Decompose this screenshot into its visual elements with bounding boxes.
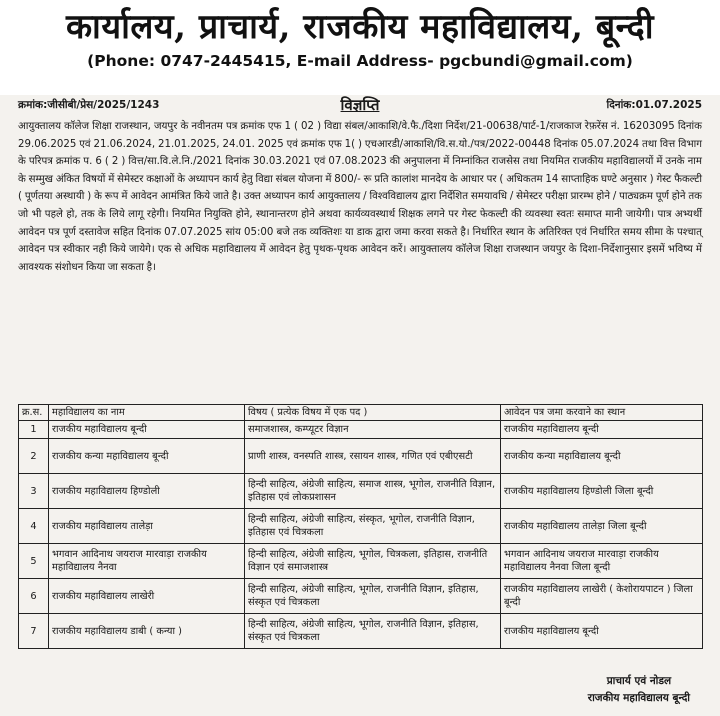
table-row — [19, 509, 703, 544]
cell-subjects: हिन्दी साहित्य, अंग्रेजी साहित्य, भूगोल, चित्रकला, इतिहास, राजनीति विज्ञान एवं समाजशास्त्र — [245, 544, 501, 579]
notice-body: आयुक्तालय कॉलेज शिक्षा राजस्थान, जयपुर के नवीनतम पत्र क्रमांक एफ 1 ( 02 ) विद्या संबल/आकाशि/वे.फै./दिशा निर्देश/21-00638/पार्ट-1/राजकाज रेफ़रेंस नं. 16203095 दिनांक 29.06.2025 एवं 21.06.2024, 21.01.2025, 24.01. 2025 एवं क्रमांक एफ 1( ) एचआरडी/आकाशि/वि.स.यो./पत्र/2022-00448 दिनांक 05.07.2024 तथा वित्त विभाग के परिपत्र क्रमांक प. 6 ( 2 ) वित्त/सा.वि.ले.नि./2021 दिनांक 30.03.2021 एवं 07.08.2023 की अनुपालना में निम्नांकित राजसेस तथा नियमित राजकीय महाविद्यालयों में उनके नाम के सम्मुख अंकित विषयों में सेमेस्टर कक्षाओं के अध्यापन कार्य हेतु विद्या संबल योजना में 800/- रू प्रति कालांश मानदेय के आधार पर ( अधिकतम 14 साप्ताहिक घण्टे अनुसार ) गेस्ट फैकल्टी ( पूर्णतया अस्थायी ) के रूप में आवेदन आमंत्रित किये जाते है। उक्त अध्यापन कार्य आयुक्तालय / विश्वविद्यालय द्वारा निर्देशित समयावधि / सेमेस्टर परीक्षा प्रारम्भ होने / पाठ्यक्रम पूर्ण होने तक जो भी पहले हो, तक के लिये लागू रहेगी। नियमित नियुक्ति होने, स्थानान्तरण होने अथवा कार्यव्यवस्थार्थ शिक्षक लगने पर गेस्ट फेकल्टी की व्यवस्था स्वतः समाप्त मानी जायेगी। पात्र अभ्यर्थी आवेदन पत्र पूर्ण दस्तावेज सहित दिनांक 07.07.2025 सांय 05:00 बजे तक व्यक्तिशः या डाक द्वारा जमा करवा सकते है। निर्धारित स्थान के अतिरिक्त एवं निर्धारित समय सीमा के पश्चात् आवेदन पत्र स्वीकार नही किये जायेगे। एक से अधिक महाविद्यालय में आवेदन हेतु पृथक-पृथक आवेदन करें। आयुक्तालय कॉलेज शिक्षा राजस्थान जयपुर के दिशा-निर्देशानुसार इसमें भविष्य में आवश्यक संशोधन किया जा सकता है। — [18, 121, 702, 273]
notice-date: दिनांक:01.07.2025 — [606, 99, 702, 111]
cell-place: राजकीय महाविद्यालय तालेड़ा जिला बून्दी — [501, 509, 703, 544]
cell-serial: 6 — [19, 579, 49, 614]
cell-subjects: समाजशास्त्र, कम्प्यूटर विज्ञान — [245, 421, 501, 439]
cell-place: राजकीय महाविद्यालय लाखेरी ( केशोरायपाटन ) जिला बून्दी — [501, 579, 703, 614]
cell-serial: 7 — [19, 614, 49, 649]
cell-college: राजकीय कन्या महाविद्यालय बून्दी — [49, 439, 245, 474]
contact-line: (Phone: 0747-2445415, E-mail Address- pgcbundi@gmail.com) — [87, 52, 633, 70]
cell-place: राजकीय कन्या महाविद्यालय बून्दी — [501, 439, 703, 474]
cell-place: भगवान आदिनाथ जयराज मारवाड़ा राजकीय महाविद्यालय नैनवा जिला बून्दी — [501, 544, 703, 579]
cell-college: राजकीय महाविद्यालय हिण्डोली — [49, 474, 245, 509]
table-row — [19, 439, 703, 474]
header-college: महाविद्यालय का नाम — [49, 405, 245, 421]
cell-place: राजकीय महाविद्यालय बून्दी — [501, 421, 703, 439]
cell-subjects: हिन्दी साहित्य, अंग्रेजी साहित्य, भूगोल, राजनीति विज्ञान, इतिहास, संस्कृत एवं चित्रकला — [245, 579, 501, 614]
cell-college: राजकीय महाविद्यालय डाबी ( कन्या ) — [49, 614, 245, 649]
table-row — [19, 579, 703, 614]
header-subjects: विषय ( प्रत्येक विषय में एक पद ) — [245, 405, 501, 421]
signature-designation: प्राचार्य एवं नोडल — [606, 675, 672, 687]
table-header-row — [19, 405, 703, 421]
cell-serial: 3 — [19, 474, 49, 509]
notice-meta — [18, 96, 702, 116]
cell-subjects: हिन्दी साहित्य, अंग्रेजी साहित्य, संस्कृत, भूगोल, राजनीति विज्ञान, इतिहास एवं चित्रकला — [245, 509, 501, 544]
cell-place: राजकीय महाविद्यालय बून्दी — [501, 614, 703, 649]
cell-serial: 2 — [19, 439, 49, 474]
cell-college: भगवान आदिनाथ जयराज मारवाड़ा राजकीय महाविद्यालय नैनवा — [49, 544, 245, 579]
signature-block — [588, 673, 690, 707]
cell-subjects: प्राणी शास्त्र, वनस्पति शास्त्र, रसायन शास्त्र, गणित एवं एबीएसटी — [245, 439, 501, 474]
notice-heading: विज्ञप्ति — [340, 96, 380, 114]
cell-subjects: हिन्दी साहित्य, अंग्रेजी साहित्य, समाज शास्त्र, भूगोल, राजनीति विज्ञान, इतिहास एवं लोकप्रशासन — [245, 474, 501, 509]
cell-serial: 1 — [19, 421, 49, 439]
cell-place: राजकीय महाविद्यालय हिण्डोली जिला बून्दी — [501, 474, 703, 509]
office-title: कार्यालय, प्राचार्य, राजकीय महाविद्यालय, बून्दी — [65, 7, 655, 47]
table-row — [19, 474, 703, 509]
signature-office: राजकीय महाविद्यालय बून्दी — [587, 692, 690, 704]
cell-serial: 5 — [19, 544, 49, 579]
cell-subjects: हिन्दी साहित्य, अंग्रेजी साहित्य, भूगोल, राजनीति विज्ञान, इतिहास, संस्कृत एवं चित्रकला — [245, 614, 501, 649]
table-row — [19, 614, 703, 649]
table-row — [19, 421, 703, 439]
reference-number: क्रमांक:जीसीबी/प्रेस/2025/1243 — [18, 99, 160, 111]
header-serial: क्र.स. — [19, 405, 49, 421]
cell-college: राजकीय महाविद्यालय लाखेरी — [49, 579, 245, 614]
cell-serial: 4 — [19, 509, 49, 544]
header-place: आवेदन पत्र जमा करवाने का स्थान — [501, 405, 703, 421]
cell-college: राजकीय महाविद्यालय तालेड़ा — [49, 509, 245, 544]
cell-college: राजकीय महाविद्यालय बून्दी — [49, 421, 245, 439]
college-table — [18, 404, 703, 649]
letterhead — [0, 0, 720, 95]
table-row — [19, 544, 703, 579]
